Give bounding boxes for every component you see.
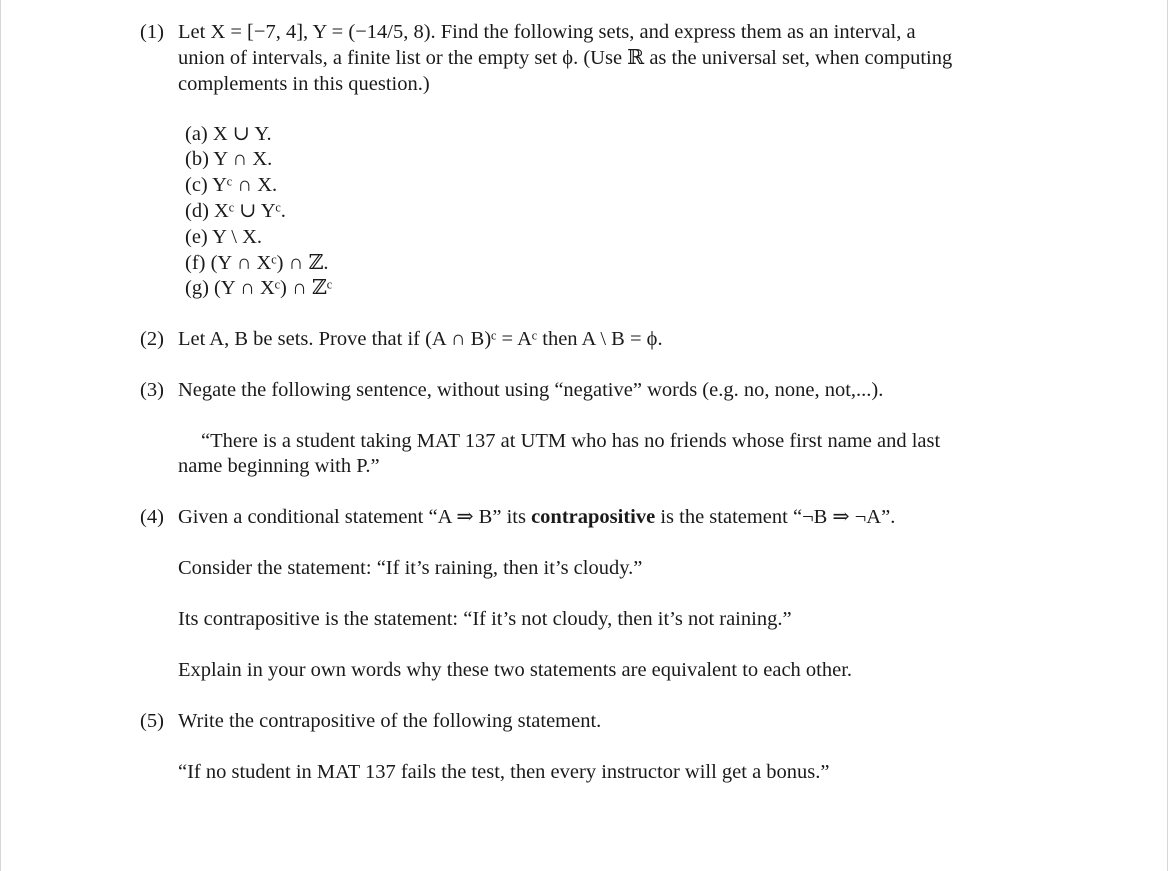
question-4-intro-before: Given a conditional statement “A ⇒ B” its [178, 506, 532, 528]
question-3-quote-line-2: name beginning with P.” [178, 455, 380, 477]
question-1-part-b: (b) Y ∩ X. [185, 148, 273, 170]
question-3-text: Negate the following sentence, without using “negative” words (e.g. no, none, not,...). [178, 379, 884, 401]
question-1-part-a: (a) X ∪ Y. [185, 123, 272, 145]
question-2-text: Let A, B be sets. Prove that if (A ∩ B)ᶜ = Aᶜ then A \ B = ϕ. [178, 328, 663, 350]
contrapositive-term: contrapositive [531, 506, 656, 528]
question-1-part-f: (f) (Y ∩ Xᶜ) ∩ ℤ. [185, 252, 329, 274]
question-4-number: (4) [140, 506, 164, 528]
question-1-part-e: (e) Y \ X. [185, 226, 263, 248]
question-1-line-1: Let X = [−7, 4], Y = (−14/5, 8). Find the following sets, and express them as an interval, a [178, 21, 916, 43]
question-1-line-3: complements in this question.) [178, 73, 430, 95]
question-5-number: (5) [140, 710, 164, 732]
question-4-intro-after: is the statement “¬B ⇒ ¬A”. [655, 506, 896, 528]
question-2-number: (2) [140, 328, 164, 350]
question-4-intro [178, 504, 895, 530]
question-1-part-g: (g) (Y ∩ Xᶜ) ∩ ℤᶜ [185, 277, 333, 299]
question-1-line-2: union of intervals, a finite list or the empty set ϕ. (Use ℝ as the universal set, when computing [178, 47, 953, 69]
question-4-contrapositive: Its contrapositive is the statement: “If it’s not cloudy, then it’s not raining.” [178, 608, 792, 630]
question-3-quote-line-1: “There is a student taking MAT 137 at UTM who has no friends whose first name and last [201, 430, 941, 452]
question-4-explain: Explain in your own words why these two statements are equivalent to each other. [178, 659, 853, 681]
question-5-quote: “If no student in MAT 137 fails the test, then every instructor will get a bonus.” [178, 761, 830, 783]
question-4-consider: Consider the statement: “If it’s raining, then it’s cloudy.” [178, 557, 643, 579]
question-3-number: (3) [140, 379, 164, 401]
question-1-part-c: (c) Yᶜ ∩ X. [185, 174, 278, 196]
question-1-number: (1) [140, 21, 164, 43]
question-1-part-d: (d) Xᶜ ∪ Yᶜ. [185, 200, 286, 222]
question-5-text: Write the contrapositive of the following statement. [178, 710, 602, 732]
